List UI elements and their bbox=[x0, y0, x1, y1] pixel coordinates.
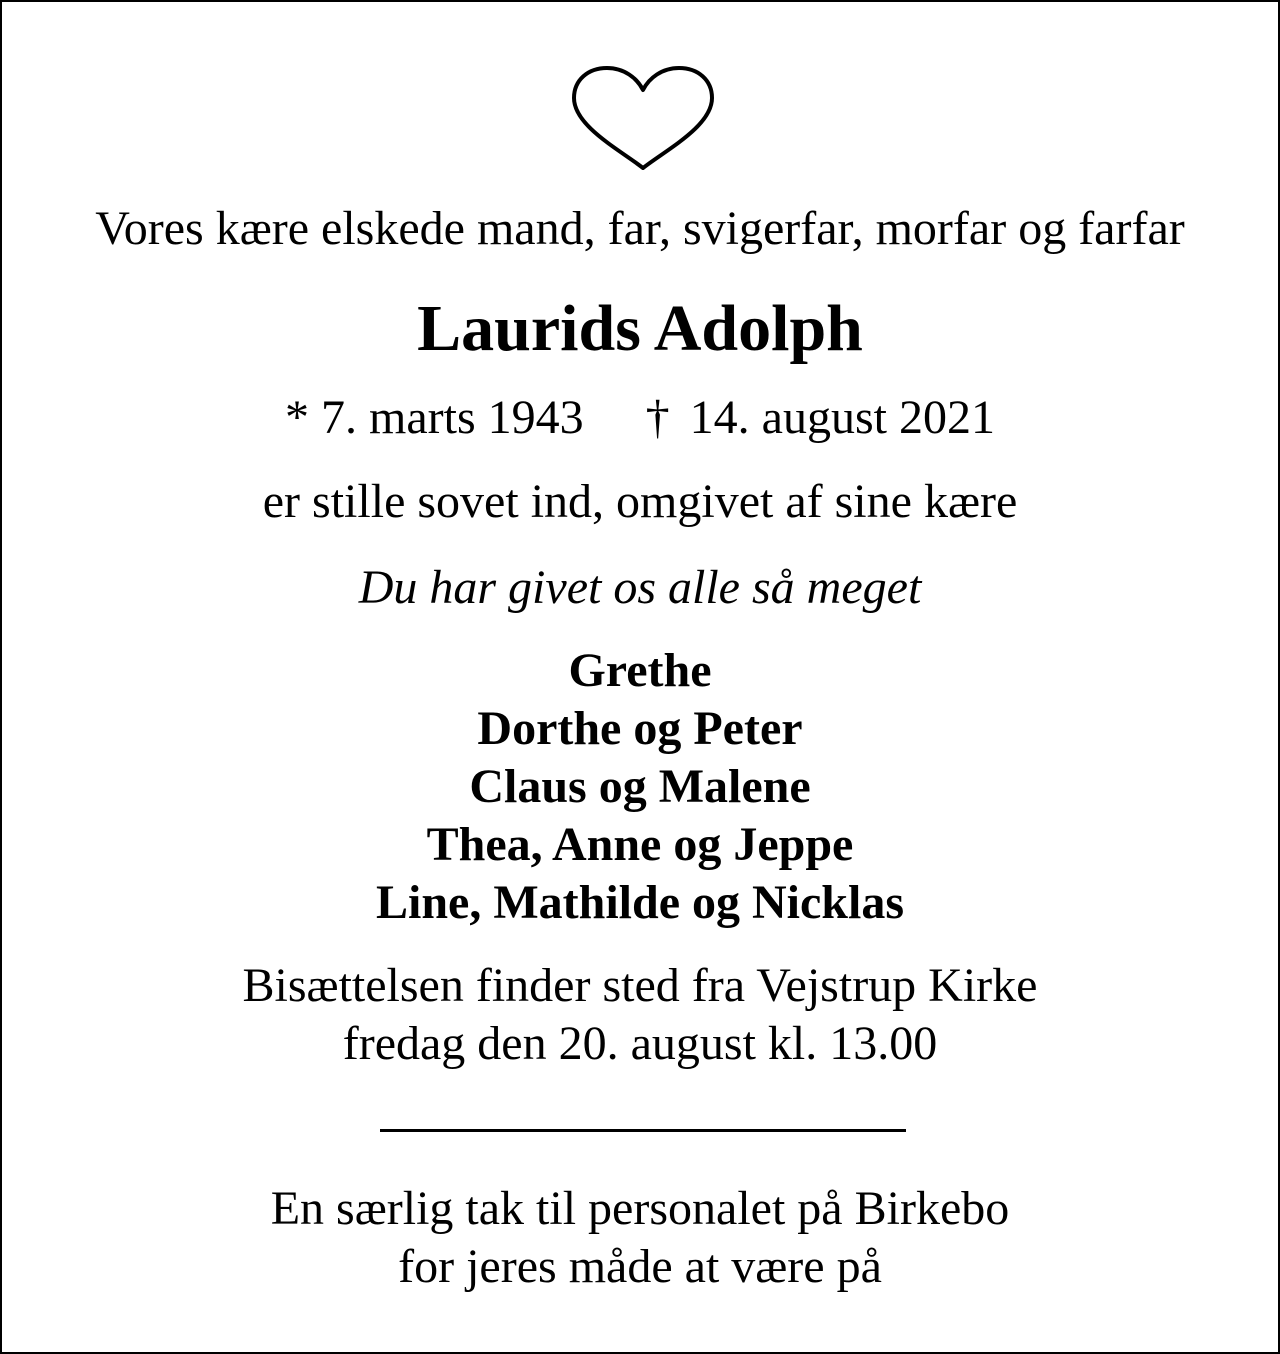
divider-line bbox=[380, 1129, 906, 1132]
thanks-text bbox=[2, 1180, 1278, 1296]
thanks-line: for jeres måde at være på bbox=[398, 1240, 882, 1293]
heart-icon bbox=[570, 64, 716, 172]
family-member: Thea, Anne og Jeppe bbox=[426, 818, 854, 871]
family-member: Line, Mathilde og Nicklas bbox=[375, 876, 905, 929]
memorial-quote: Du har givet os alle så meget bbox=[358, 561, 922, 614]
death-symbol: † bbox=[645, 391, 670, 444]
passing-text: er stille sovet ind, omgivet af sine kære bbox=[262, 475, 1018, 528]
funeral-time: fredag den 20. august kl. 13.00 bbox=[342, 1017, 938, 1070]
family-member: Grethe bbox=[568, 644, 712, 697]
deceased-name: Laurids Adolph bbox=[417, 292, 863, 365]
intro-text: Vores kære elskede mand, far, svigerfar, morfar og farfar bbox=[95, 202, 1185, 255]
birth-symbol: * bbox=[285, 391, 310, 444]
family-list bbox=[2, 642, 1278, 932]
thanks-line: En særlig tak til personalet på Birkebo bbox=[270, 1182, 1010, 1235]
life-dates bbox=[2, 388, 1278, 448]
death-date: 14. august 2021 bbox=[689, 391, 995, 444]
birth-date: 7. marts 1943 bbox=[321, 391, 584, 444]
family-member: Dorthe og Peter bbox=[477, 702, 803, 755]
funeral-location: Bisættelsen finder sted fra Vejstrup Kirke bbox=[242, 959, 1038, 1012]
funeral-info bbox=[2, 957, 1278, 1073]
family-member: Claus og Malene bbox=[469, 760, 811, 813]
